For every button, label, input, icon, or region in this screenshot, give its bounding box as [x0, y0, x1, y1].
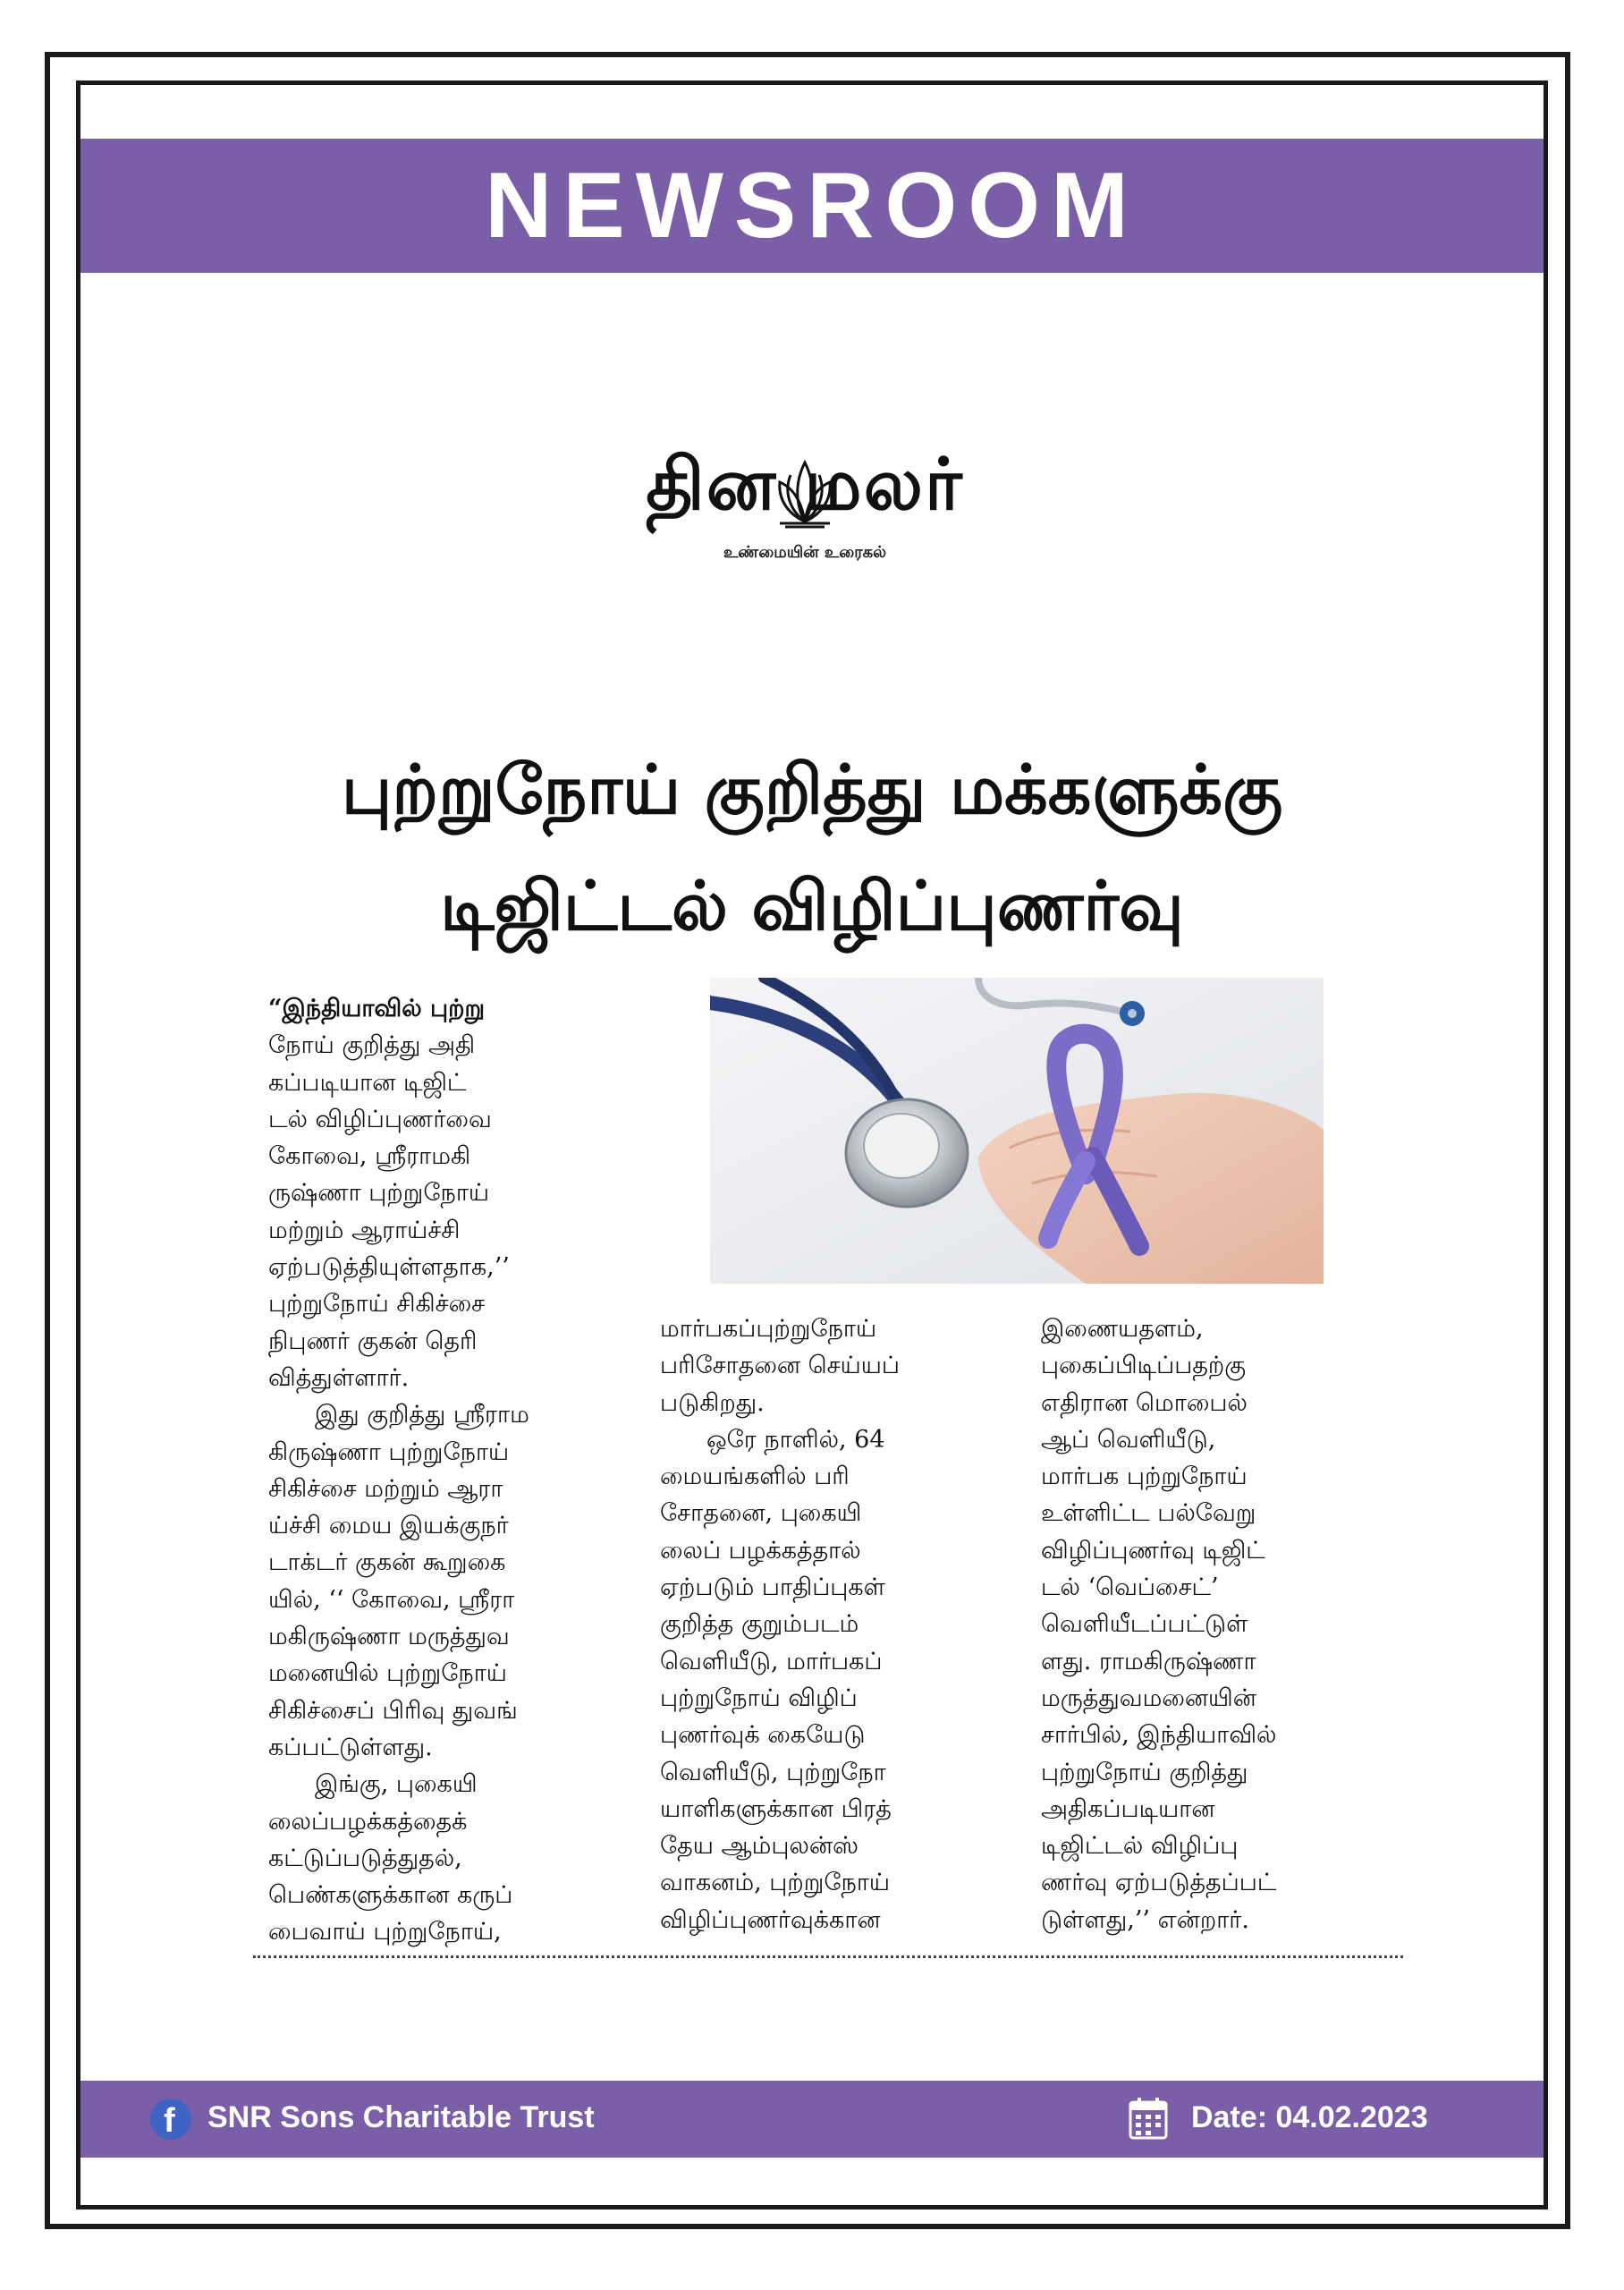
article-line: எதிரான மொபைல்	[1041, 1388, 1248, 1417]
article-line: ஏற்படும் பாதிப்புகள்	[660, 1573, 886, 1602]
article-line: உள்ளிட்ட பல்வேறு	[1041, 1499, 1256, 1528]
article-line: விழிப்புணர்வுக்கான	[660, 1905, 881, 1934]
article-line: இங்கு, புகையி	[315, 1770, 478, 1799]
article-line: கிருஷ்ணா புற்றுநோய்	[268, 1438, 510, 1466]
article-line: யில், ‘‘ கோவை, ஸ்ரீரா	[268, 1585, 515, 1614]
article-column-1	[268, 990, 635, 1951]
article-line: யாளிகளுக்கான பிரத்	[660, 1794, 892, 1823]
headline-line-1: புற்றுநோய் குறித்து மக்களுக்கு	[341, 750, 1283, 829]
article-line: ஏற்படுத்தியுள்ளதாக,’’	[268, 1253, 510, 1282]
article-line: ய்ச்சி மைய இயக்குநர்	[268, 1512, 509, 1540]
masthead-tagline: உண்மையின் உரைகல்	[723, 543, 887, 562]
article-line: வெளியீடு, மார்பகப்	[660, 1647, 883, 1675]
article-line: கப்பட்டுள்ளது.	[268, 1733, 433, 1761]
dotted-divider	[253, 1955, 1403, 1958]
article-column-2	[660, 1310, 1007, 1938]
article-line: ஒரே நாளில், 64	[706, 1425, 885, 1454]
article-line: குறித்த குறும்படம்	[660, 1610, 859, 1639]
facebook-icon[interactable]	[150, 2099, 191, 2140]
article-line: பரிசோதனை செய்யப்	[660, 1352, 901, 1380]
facebook-icon-glyph: f	[164, 2102, 175, 2140]
article-line: புணர்வுக் கையேடு	[660, 1721, 866, 1750]
article-line: புற்றுநோய் குறித்து	[1041, 1758, 1248, 1786]
article-line: ஆப் வெளியீடு,	[1041, 1425, 1216, 1454]
article-line: நிபுணர் குகன் தெரி	[268, 1327, 478, 1355]
article-line: கப்படியான டிஜிட்	[268, 1068, 467, 1097]
footer-organization: SNR Sons Charitable Trust	[207, 2100, 595, 2134]
article-line: கட்டுப்படுத்துதல்,	[268, 1844, 462, 1872]
article-photo	[710, 978, 1324, 1284]
article-line: மார்பக புற்றுநோய்	[1041, 1463, 1248, 1491]
article-line: வெளியீடப்பட்டுள்	[1041, 1610, 1248, 1639]
article-line: மார்பகப்புற்றுநோய்	[660, 1315, 877, 1343]
article-line: படுகிறது.	[660, 1388, 765, 1417]
article-line: இணையதளம்,	[1041, 1315, 1204, 1343]
article-line: நோய் குறித்து அதி	[268, 1031, 476, 1060]
newsroom-banner	[80, 139, 1544, 273]
article-line: ணர்வு ஏற்படுத்தப்பட்	[1041, 1869, 1277, 1897]
article-line: சிகிச்சைப் பிரிவு துவங்	[268, 1696, 518, 1725]
footer-bar	[80, 2081, 1544, 2158]
article-line: விழிப்புணர்வு டிஜிட்	[1041, 1536, 1265, 1565]
article-line: வித்துள்ளார்.	[268, 1363, 410, 1392]
article-line: வாகனம், புற்றுநோய்	[660, 1869, 891, 1897]
article-line: சிகிச்சை மற்றும் ஆரா	[268, 1474, 503, 1503]
article-line: டாக்டர் குகன் கூறுகை	[268, 1548, 506, 1577]
article-line: லைப்பழக்கத்தைக்	[268, 1807, 468, 1836]
headline-line-2: டிஜிட்டல் விழிப்புணர்வு	[440, 866, 1184, 946]
article-line: வெளியீடு, புற்றுநோ	[660, 1758, 886, 1786]
article-line: டுள்ளது,’’ என்றார்.	[1041, 1905, 1249, 1934]
article-line: இது குறித்து ஸ்ரீராம	[315, 1401, 529, 1429]
article-line: சார்பில், இந்தியாவில்	[1041, 1721, 1277, 1750]
article-line: அதிகப்படியான	[1041, 1794, 1215, 1823]
article-line: ருஷ்ணா புற்றுநோய்	[268, 1179, 490, 1208]
article-line: மகிருஷ்ணா மருத்துவ	[268, 1623, 510, 1651]
article-line: மருத்துவமனையின்	[1041, 1684, 1256, 1712]
article-line: தேய ஆம்புலன்ஸ்	[660, 1832, 859, 1861]
newspaper-masthead	[590, 443, 1019, 577]
article-line: ளது. ராமகிருஷ்ணா	[1041, 1647, 1256, 1675]
article-line: டல் ‘வெப்சைட்’	[1041, 1573, 1219, 1602]
masthead-name: தின மலர்	[646, 443, 964, 526]
article-line: புகைப்பிடிப்பதற்கு	[1041, 1352, 1247, 1380]
footer-date: Date: 04.02.2023	[1191, 2100, 1428, 2134]
article-line: பைவாய் புற்றுநோய்,	[268, 1918, 502, 1946]
article-line: புற்றுநோய் விழிப்	[660, 1684, 858, 1712]
article-line: “இந்தியாவில் புற்று	[268, 995, 486, 1022]
stethoscope-ribbon-photo-icon	[710, 978, 1324, 1284]
calendar-icon	[1129, 2097, 1168, 2140]
article-line: பெண்களுக்கான கருப்	[268, 1881, 513, 1910]
article-column-3	[1041, 1310, 1399, 1938]
article-line: சோதனை, புகையி	[660, 1499, 862, 1528]
article-line: மையங்களில் பரி	[660, 1463, 850, 1491]
banner-title: NEWSROOM	[485, 153, 1139, 258]
article-line: டல் விழிப்புணர்வை	[268, 1105, 492, 1133]
article-line: கோவை, ஸ்ரீராமகி	[268, 1142, 471, 1171]
article-line: மனையில் புற்றுநோய்	[268, 1659, 507, 1688]
article-line: லைப் பழக்கத்தால்	[660, 1536, 861, 1565]
article-line: மற்றும் ஆராய்ச்சி	[268, 1216, 461, 1244]
article-line: டிஜிட்டல் விழிப்பு	[1041, 1832, 1239, 1861]
lotus-logo-icon	[771, 452, 839, 529]
article-line: புற்றுநோய் சிகிச்சை	[268, 1290, 486, 1319]
